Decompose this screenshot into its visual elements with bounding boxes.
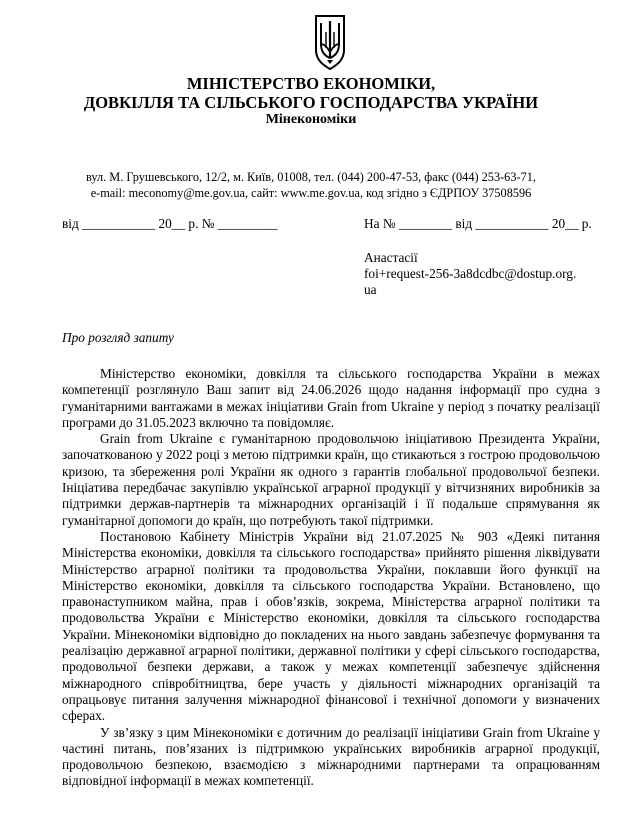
- recipient-email-line1: foi+request-256-3a8dcdbc@dostup.org.: [364, 266, 577, 281]
- letter-subject: Про розгляд запиту: [62, 330, 174, 345]
- ministry-name-line1: МІНІСТЕРСТВО ЕКОНОМІКИ,: [186, 74, 436, 93]
- body-paragraph-2: Grain from Ukraine є гуманітарною продовольчою ініціативою Президента України, започаткованою у 2022 році з метою підтримки країн, що стикаються з гострою продовольчою кризою, та збереження ролі України як одного з гарантів глобальної продовольчої безпеки. Ініціатива передбачає закупівлю української аграрної продукції у вітчизняних виробників за підтримки держав-партнерів та міжнародних організацій і її подальше спрямування як гуманітарної допомоги до країн, що потребують такої підтримки.: [62, 431, 600, 528]
- recipient-name: Анастасії: [364, 250, 418, 265]
- ministry-short-name: Мінекономіки: [265, 112, 357, 127]
- body-paragraph-3: Постановою Кабінету Міністрів України від 21.07.2025 № 903 «Деякі питання Міністерства економіки, довкілля та сільського господарства» прийнято рішення ліквідувати Міністерство аграрної політики та продовольства України, поклавши його функції на Міністерство економіки, довкілля та сільського господарства України. Встановлено, що правонаступником майна, прав і обов’язків, зокрема, Міністерства аграрної політики та продовольства України є Міністерство економіки, довкілля та сільського господарства України. Мінекономіки відповідно до покладених на нього завдань забезпечує формування та реалізацію державної аграрної політики, державної політики у сфері сільського господарства, продовольчої безпеки держави, а також у межах компетенції забезпечує здійснення міжнародного співробітництва, бере участь у діяльності міжнародних організацій та опрацьовує питання залучення міжнародної фінансової і технічної допомоги у визначених сферах.: [62, 528, 600, 724]
- contacts-email-site: e-mail: meconomy@me.gov.ua, сайт: www.me.gov.ua, код згідно з ЄДРПОУ 37508596: [90, 186, 532, 200]
- recipient-email-line2: ua: [364, 282, 377, 297]
- body-paragraph-4: У зв’язку з цим Мінекономіки є дотичним до реалізації ініціативи Grain from Ukraine у частині питань, пов’язаних із підтримкою українських виробників аграрної продукції, продовольчою безпекою, взаємодією з міжнародними партнерами та опрацюванням відповідної інформації в межах компетенції.: [62, 724, 600, 789]
- incoming-reference-line: На № ________ від ___________ 20__ р.: [364, 216, 592, 231]
- letter-body: [62, 366, 600, 790]
- contacts-address: вул. М. Грушевського, 12/2, м. Київ, 01008, тел. (044) 200-47-53, факс (044) 253-63-71,: [86, 170, 536, 184]
- body-paragraph-1: Міністерство економіки, довкілля та сільського господарства України в межах компетенції розглянуло Ваш запит від 24.06.2026 щодо надання інформації про судна з гуманітарними вантажами в межах ініціативи Grain from Ukraine у період з початку реалізації програми до 31.05.2023 включно та повідомляє.: [62, 366, 600, 430]
- ministry-name-line2: ДОВКІЛЛЯ ТА СІЛЬСЬКОГО ГОСПОДАРСТВА УКРАЇНИ: [83, 93, 539, 112]
- outgoing-registration-line: від ___________ 20__ р. № _________: [62, 216, 278, 231]
- coat-of-arms-icon: [313, 14, 347, 70]
